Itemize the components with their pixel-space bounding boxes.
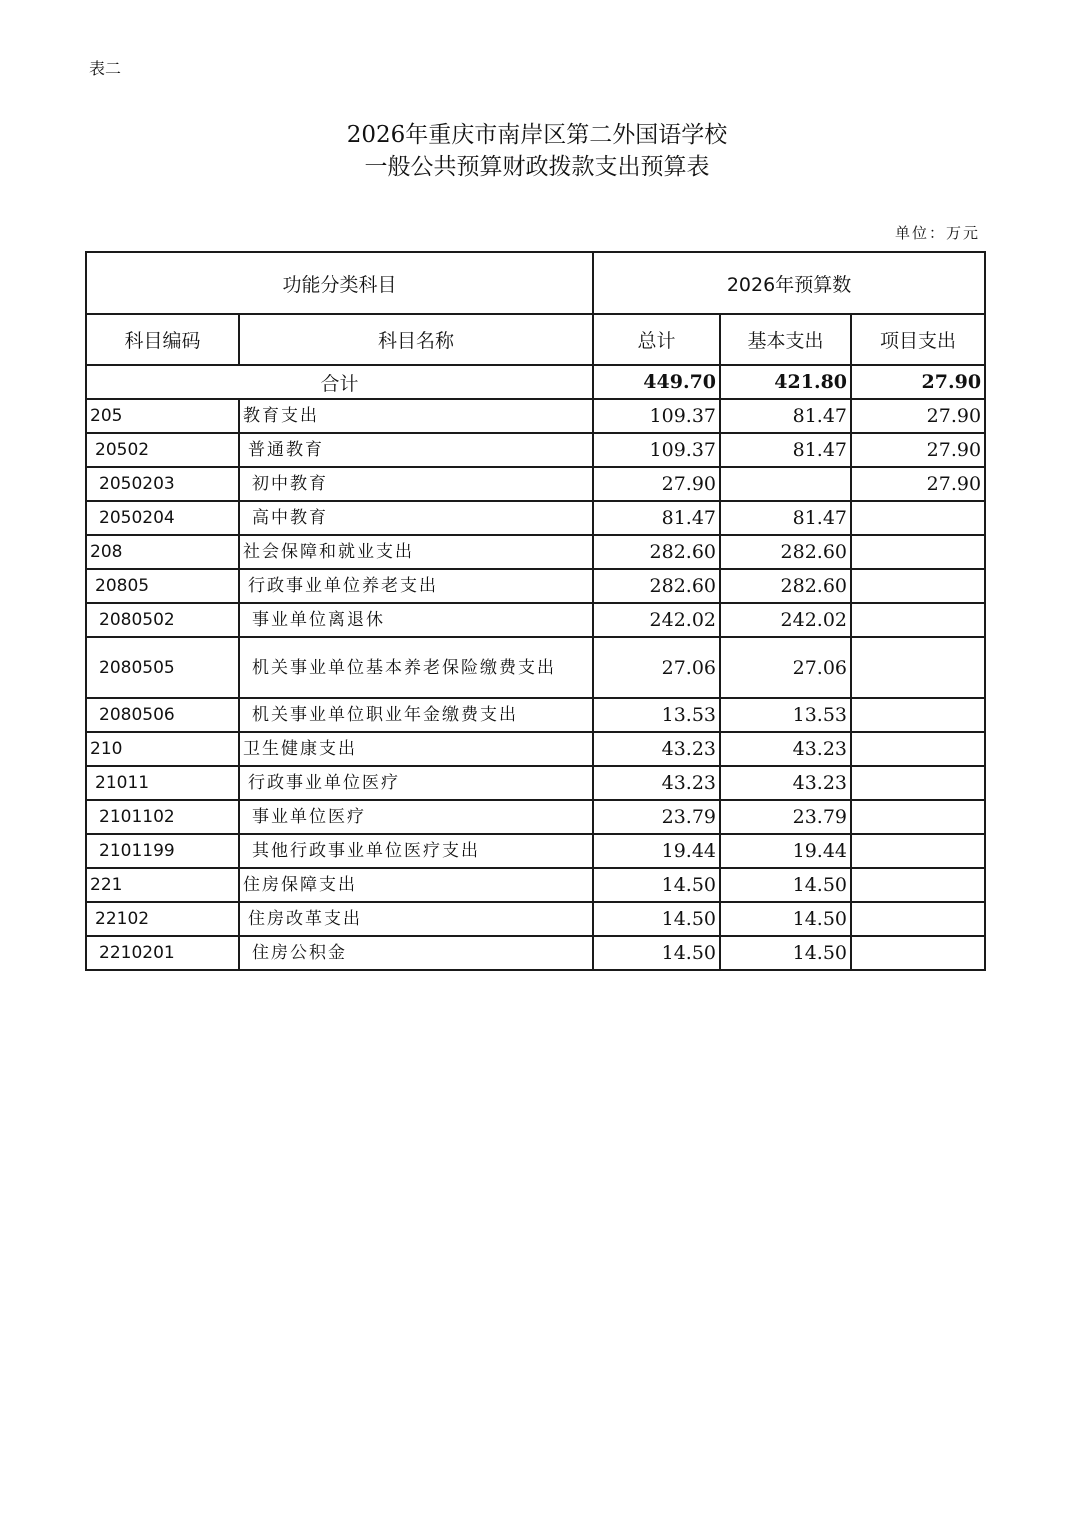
row-code: 2050203 bbox=[86, 467, 239, 501]
row-basic: 43.23 bbox=[720, 766, 851, 800]
row-name: 行政事业单位医疗 bbox=[239, 766, 593, 800]
row-project bbox=[851, 535, 985, 569]
row-name: 教育支出 bbox=[239, 399, 593, 433]
row-total: 23.79 bbox=[593, 800, 720, 834]
header-budget-year: 2026年预算数 bbox=[593, 252, 985, 314]
row-basic: 14.50 bbox=[720, 868, 851, 902]
header-basic: 基本支出 bbox=[720, 314, 851, 365]
row-code: 21011 bbox=[86, 766, 239, 800]
table-row bbox=[86, 766, 985, 800]
table-row bbox=[86, 868, 985, 902]
row-project bbox=[851, 834, 985, 868]
row-basic: 13.53 bbox=[720, 698, 851, 732]
row-code: 2080505 bbox=[86, 637, 239, 698]
row-project: 27.90 bbox=[851, 399, 985, 433]
row-total: 43.23 bbox=[593, 732, 720, 766]
row-basic: 19.44 bbox=[720, 834, 851, 868]
row-basic: 242.02 bbox=[720, 603, 851, 637]
row-basic: 282.60 bbox=[720, 535, 851, 569]
row-total: 282.60 bbox=[593, 535, 720, 569]
row-total: 109.37 bbox=[593, 433, 720, 467]
title-line-1: 2026年重庆市南岸区第二外国语学校 bbox=[346, 122, 728, 148]
row-name: 卫生健康支出 bbox=[239, 732, 593, 766]
row-name: 住房保障支出 bbox=[239, 868, 593, 902]
row-name: 机关事业单位基本养老保险缴费支出 bbox=[239, 637, 593, 698]
row-name: 其他行政事业单位医疗支出 bbox=[239, 834, 593, 868]
row-code: 2080506 bbox=[86, 698, 239, 732]
table-row bbox=[86, 732, 985, 766]
row-total: 282.60 bbox=[593, 569, 720, 603]
table-row bbox=[86, 637, 985, 698]
row-code: 210 bbox=[86, 732, 239, 766]
row-code: 2080502 bbox=[86, 603, 239, 637]
unit-label: 单位：万元 bbox=[894, 224, 980, 242]
table-row bbox=[86, 569, 985, 603]
row-total: 14.50 bbox=[593, 868, 720, 902]
row-project: 27.90 bbox=[851, 433, 985, 467]
row-name: 机关事业单位职业年金缴费支出 bbox=[239, 698, 593, 732]
row-code: 2050204 bbox=[86, 501, 239, 535]
table-row bbox=[86, 902, 985, 936]
row-project bbox=[851, 698, 985, 732]
row-basic: 282.60 bbox=[720, 569, 851, 603]
table-row bbox=[86, 834, 985, 868]
row-basic: 14.50 bbox=[720, 902, 851, 936]
row-basic bbox=[720, 467, 851, 501]
table-row bbox=[86, 936, 985, 970]
row-total: 27.06 bbox=[593, 637, 720, 698]
table-row bbox=[86, 467, 985, 501]
row-name: 事业单位离退休 bbox=[239, 603, 593, 637]
header-row-2 bbox=[86, 314, 985, 365]
table-row bbox=[86, 603, 985, 637]
row-name: 初中教育 bbox=[239, 467, 593, 501]
row-name: 社会保障和就业支出 bbox=[239, 535, 593, 569]
row-total: 27.90 bbox=[593, 467, 720, 501]
total-total: 449.70 bbox=[593, 365, 720, 399]
row-project bbox=[851, 800, 985, 834]
row-basic: 81.47 bbox=[720, 501, 851, 535]
table-row bbox=[86, 501, 985, 535]
table-row bbox=[86, 399, 985, 433]
row-total: 14.50 bbox=[593, 936, 720, 970]
row-code: 2101102 bbox=[86, 800, 239, 834]
total-label: 合计 bbox=[86, 365, 593, 399]
document-label: 表二 bbox=[89, 59, 122, 78]
header-code: 科目编码 bbox=[86, 314, 239, 365]
row-code: 2101199 bbox=[86, 834, 239, 868]
header-name: 科目名称 bbox=[239, 314, 593, 365]
header-func-class: 功能分类科目 bbox=[86, 252, 593, 314]
row-total: 81.47 bbox=[593, 501, 720, 535]
table-row bbox=[86, 535, 985, 569]
table-row bbox=[86, 433, 985, 467]
row-name: 住房公积金 bbox=[239, 936, 593, 970]
total-row bbox=[86, 365, 985, 399]
row-total: 13.53 bbox=[593, 698, 720, 732]
row-basic: 81.47 bbox=[720, 433, 851, 467]
budget-table bbox=[85, 251, 986, 971]
row-basic: 43.23 bbox=[720, 732, 851, 766]
row-project bbox=[851, 936, 985, 970]
row-name: 住房改革支出 bbox=[239, 902, 593, 936]
row-basic: 27.06 bbox=[720, 637, 851, 698]
row-code: 221 bbox=[86, 868, 239, 902]
row-total: 14.50 bbox=[593, 902, 720, 936]
row-basic: 14.50 bbox=[720, 936, 851, 970]
row-total: 242.02 bbox=[593, 603, 720, 637]
row-total: 109.37 bbox=[593, 399, 720, 433]
row-basic: 23.79 bbox=[720, 800, 851, 834]
row-name: 行政事业单位养老支出 bbox=[239, 569, 593, 603]
row-name: 高中教育 bbox=[239, 501, 593, 535]
row-code: 20502 bbox=[86, 433, 239, 467]
row-project bbox=[851, 766, 985, 800]
title-line-2: 一般公共预算财政拨款支出预算表 bbox=[364, 154, 710, 180]
row-project bbox=[851, 603, 985, 637]
row-total: 19.44 bbox=[593, 834, 720, 868]
row-project bbox=[851, 902, 985, 936]
header-project: 项目支出 bbox=[851, 314, 985, 365]
total-basic: 421.80 bbox=[720, 365, 851, 399]
table-row bbox=[86, 800, 985, 834]
row-code: 20805 bbox=[86, 569, 239, 603]
header-row-1 bbox=[86, 252, 985, 314]
row-project bbox=[851, 637, 985, 698]
header-total: 总计 bbox=[593, 314, 720, 365]
table-row bbox=[86, 698, 985, 732]
row-project: 27.90 bbox=[851, 467, 985, 501]
row-name: 事业单位医疗 bbox=[239, 800, 593, 834]
row-code: 22102 bbox=[86, 902, 239, 936]
row-code: 2210201 bbox=[86, 936, 239, 970]
row-total: 43.23 bbox=[593, 766, 720, 800]
row-project bbox=[851, 732, 985, 766]
total-project: 27.90 bbox=[851, 365, 985, 399]
row-name: 普通教育 bbox=[239, 433, 593, 467]
row-basic: 81.47 bbox=[720, 399, 851, 433]
row-code: 205 bbox=[86, 399, 239, 433]
row-project bbox=[851, 569, 985, 603]
row-code: 208 bbox=[86, 535, 239, 569]
row-project bbox=[851, 501, 985, 535]
row-project bbox=[851, 868, 985, 902]
